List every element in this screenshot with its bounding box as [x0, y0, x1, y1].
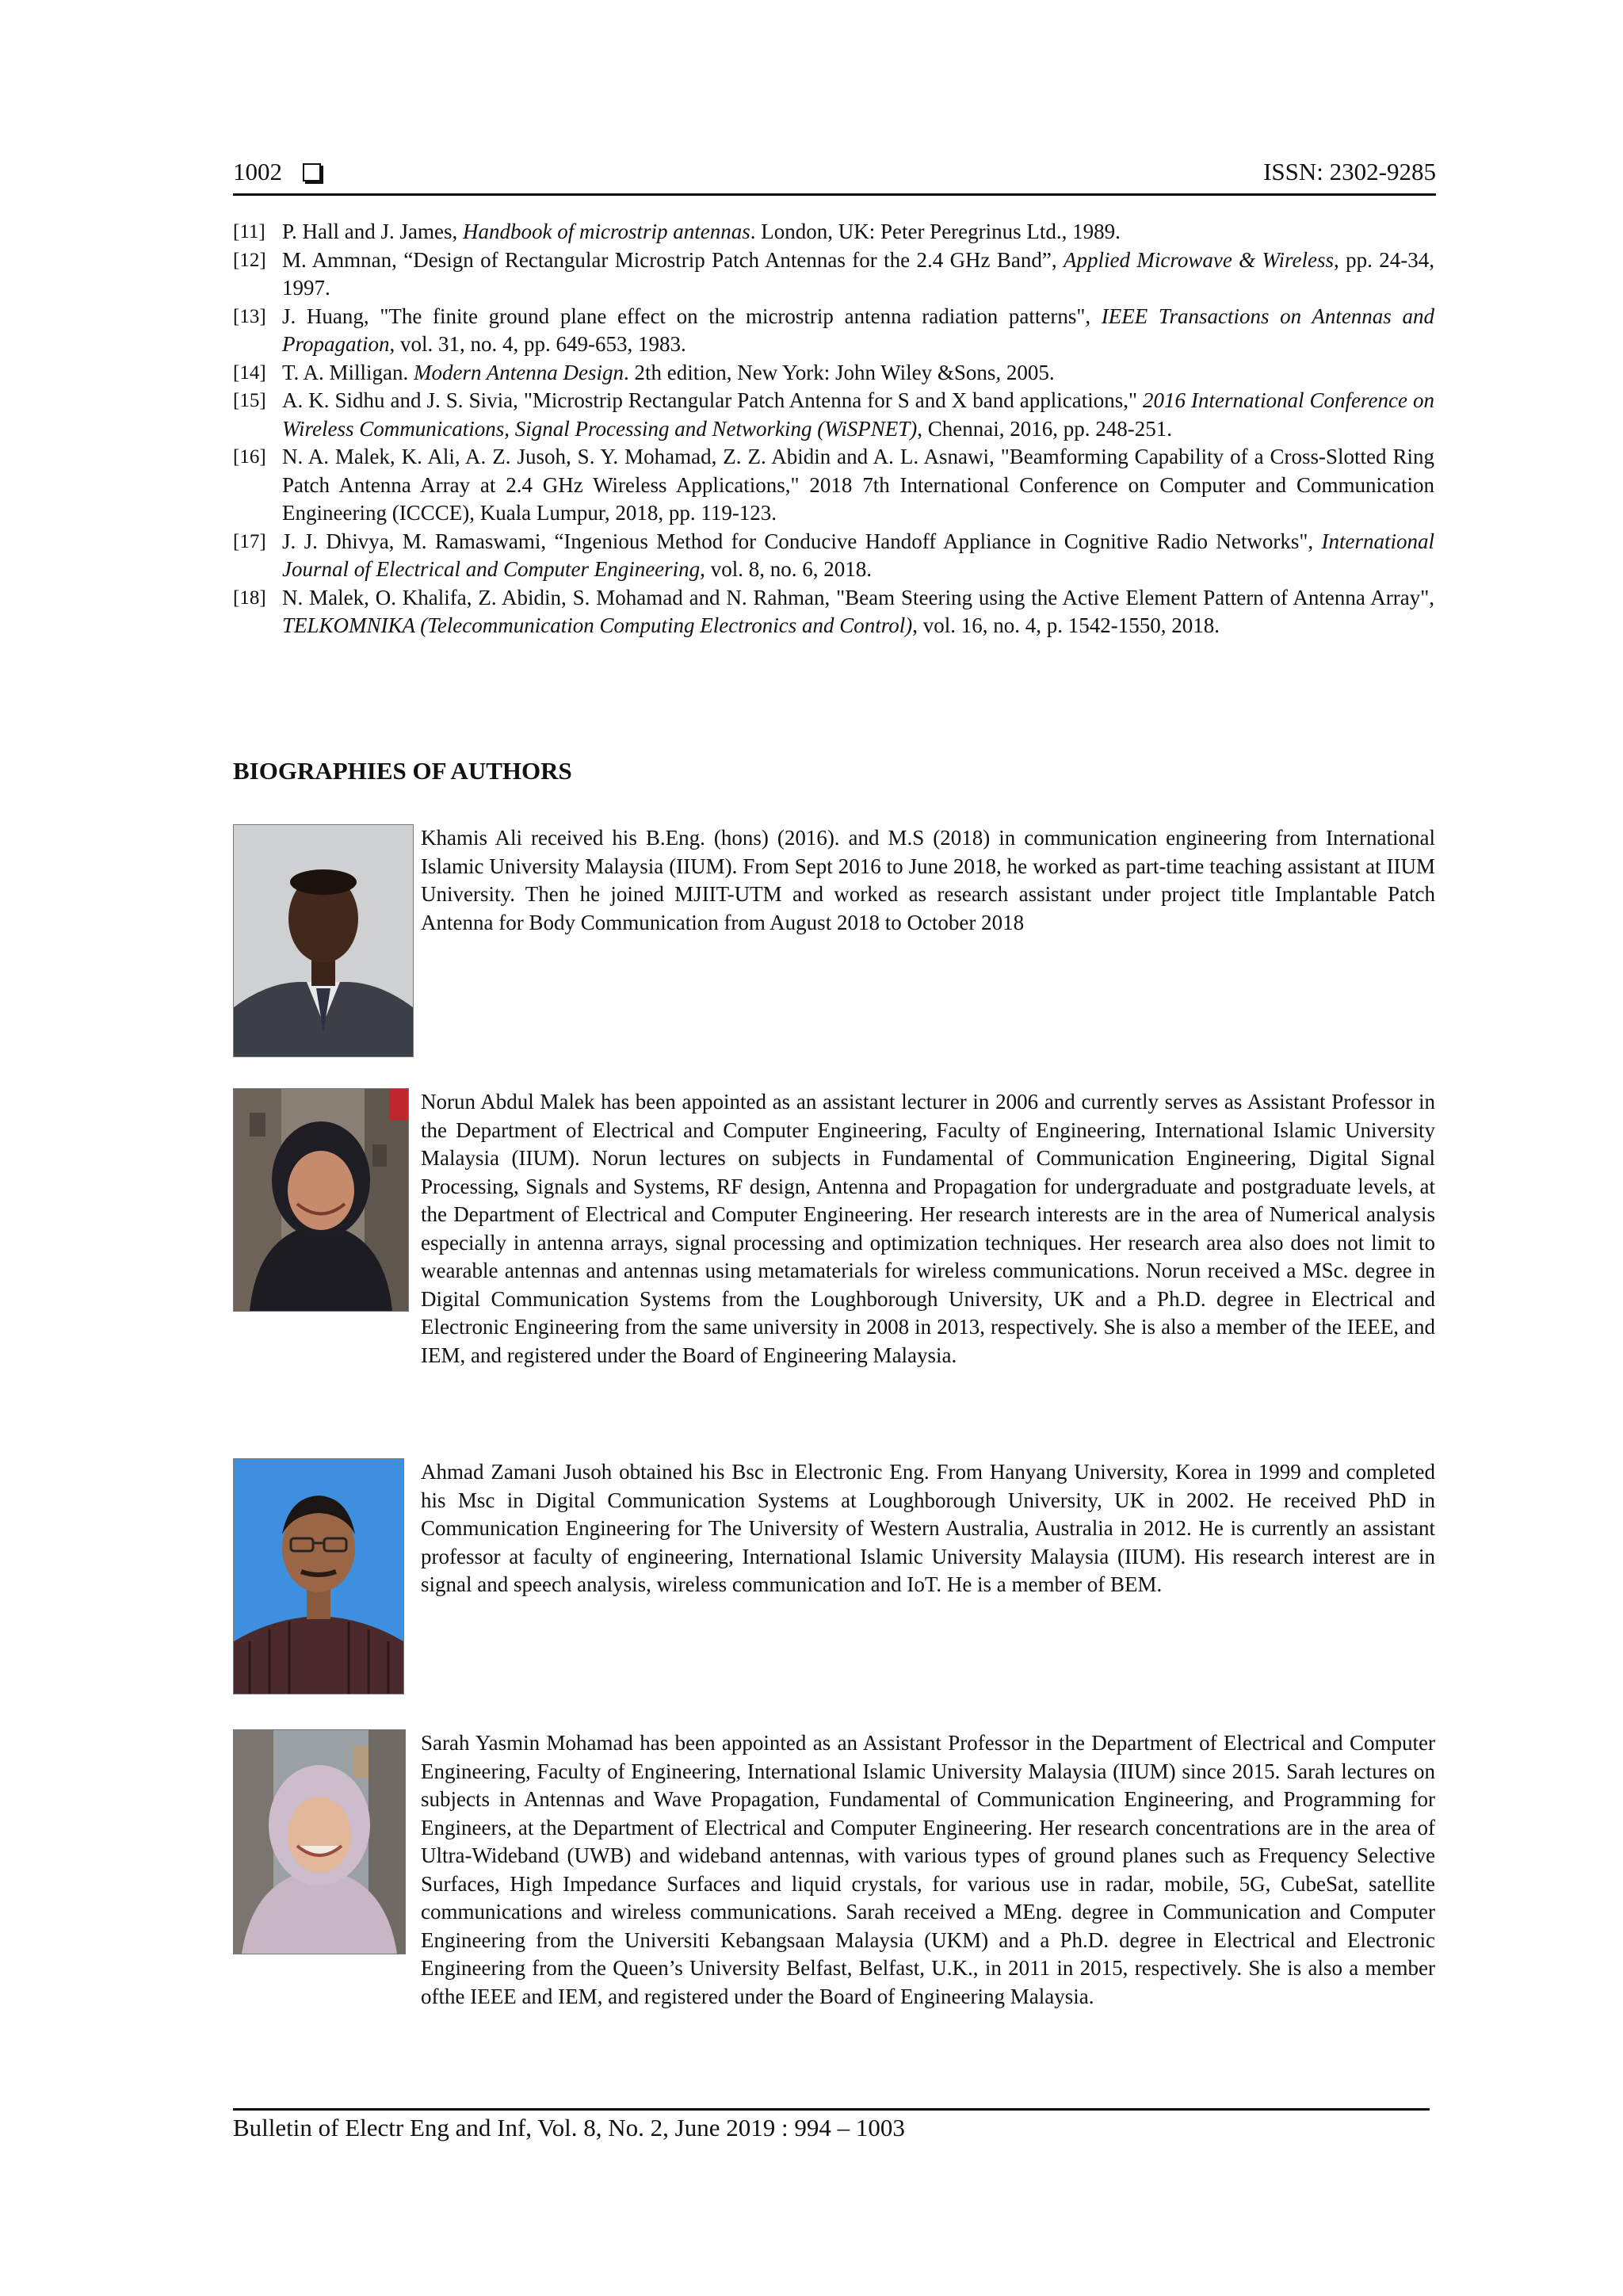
reference-run: , pp. 24-34, 1997.	[282, 247, 1434, 300]
reference-text	[282, 528, 1434, 584]
reference-number: [12]	[233, 249, 266, 271]
reference-run: J. J. Dhivya, M. Ramaswami, “Ingenious Method for Conducive Handoff Appliance in Cognitive Radio Networks",	[282, 529, 1322, 553]
author-photo-ahmad-zamani-jusoh	[233, 1458, 404, 1694]
reference-run: T. A. Milligan.	[282, 360, 414, 384]
reference-list	[233, 218, 1434, 640]
reference-text	[282, 387, 1434, 443]
reference-italic-run: Applied Microwave & Wireless	[1064, 247, 1335, 272]
reference-text	[282, 359, 1434, 388]
header-divider	[233, 193, 1436, 196]
reference-number: [15]	[233, 390, 266, 411]
author-bio-sarah-yasmin-mohamad: Sarah Yasmin Mohamad has been appointed as an Assistant Professor in the Department of Electrical and Computer Engineering, Faculty of Engineering, International Islamic University Malaysia (IIUM) since 2015. Sarah lectures on subjects in Antennas and Wave Propagation, Fundamental of Communication Engineering, and Programming for Engineers, at the Department of Electrical and Computer Engineering. Her research concentrations are in the area of Ultra-Wideband (UWB) and wideband antennas, with various types of ground planes such as Frequency Selective Surfaces, High Impedance Surfaces and liquid crystals, for various use in radar, mobile, 5G, CubeSat, satellite communications and wireless communications. Sarah received a MEng. degree in Communication and Computer Engineering from the Universiti Kebangsaan Malaysia (UKM) and a Ph.D. degree in Electrical and Electronic Engineering from the Queen’s University Belfast, Belfast, U.K., in 2011 in 2015, respectively. She is also a member ofthe IEEE and IEM, and registered under the Board of Engineering Malaysia.	[421, 1731, 1435, 2008]
reference-text	[282, 246, 1434, 303]
reference-run: 2005.	[1001, 360, 1055, 384]
reference-text	[282, 443, 1434, 528]
reference-text	[282, 303, 1434, 359]
reference-text	[282, 218, 1434, 246]
author-photo-sarah-yasmin-mohamad	[233, 1729, 406, 1954]
issn-label: ISSN: 2302-9285	[1263, 158, 1436, 185]
reference-italic-run: IEEE Transactions on Antennas and Propagation	[282, 304, 1434, 356]
reference-number: [18]	[233, 586, 266, 609]
reference-item	[233, 359, 1434, 388]
reference-number: [16]	[233, 446, 266, 468]
reference-number: [14]	[233, 361, 266, 384]
header-left	[233, 158, 321, 186]
reference-number: [17]	[233, 530, 266, 552]
reference-item	[233, 218, 1434, 246]
page-header	[233, 155, 1436, 189]
biographies-heading: BIOGRAPHIES OF AUTHORS	[233, 757, 572, 785]
reference-item	[233, 303, 1434, 359]
footer-divider	[233, 2108, 1430, 2111]
footer-citation: Bulletin of Electr Eng and Inf, Vol. 8, No. 2, June 2019 : 994 – 1003	[233, 2114, 905, 2141]
reference-text	[282, 584, 1434, 640]
reference-item	[233, 584, 1434, 640]
reference-run: N. Malek, O. Khalifa, Z. Abidin, S. Mohamad and N. Rahman, "Beam Steering using the Active Element Pattern of Antenna Array",	[282, 585, 1434, 609]
reference-item	[233, 246, 1434, 303]
checkbox-square-icon	[303, 163, 321, 181]
reference-italic-run: Handbook of microstrip antennas	[462, 220, 750, 243]
author-photo-khamis-ali	[233, 824, 414, 1057]
reference-run: . London, UK: Peter Peregrinus Ltd., 1989.	[750, 220, 1121, 243]
reference-italic-run: International Journal of Electrical and Computer Engineering,	[282, 529, 1434, 581]
reference-run: N. A. Malek, K. Ali, A. Z. Jusoh, S. Y. Mohamad, Z. Z. Abidin and A. L. Asnawi, "Beamforming Capability of a Cross-Slotted Ring Patch Antenna Array at 2.4 GHz Wireless Applications," 2018 7th International Conference on Computer and Communication Engineering (ICCCE), Kuala Lumpur, 2018, pp. 119-123.	[282, 445, 1434, 525]
reference-run: P. Hall and J. James,	[282, 220, 463, 243]
author-photo-norun-abdul-malek	[233, 1088, 409, 1312]
reference-item	[233, 387, 1434, 443]
reference-run: vol. 8, no. 6, 2018.	[705, 557, 872, 581]
page-number: 1002	[233, 158, 282, 185]
author-bio-khamis-ali: Khamis Ali received his B.Eng. (hons) (2016). and M.S (2018) in communication engineering from International Islamic University Malaysia (IIUM). From Sept 2016 to June 2018, he worked as part-time teaching assistant at IIUM University. Then he joined MJIIT-UTM and worked as research assistant under project title Implantable Patch Antenna for Body Communication from August 2018 to October 2018	[421, 826, 1435, 934]
reference-run: , vol. 16, no. 4, p. 1542-1550, 2018.	[912, 613, 1220, 637]
reference-item	[233, 528, 1434, 584]
reference-run: , Chennai, 2016, pp. 248-251.	[917, 416, 1172, 441]
reference-run: J. Huang, "The finite ground plane effect on the microstrip antenna radiation patterns",	[282, 304, 1102, 328]
author-bio-norun-abdul-malek: Norun Abdul Malek has been appointed as an assistant lecturer in 2006 and currently serves as Assistant Professor in the Department of Electrical and Computer Engineering, Faculty of Engineering, International Islamic University Malaysia (IIUM). Norun lectures on subjects in Fundamental of Communication Engineering, Digital Signal Processing, Signals and Systems, RF design, Antenna and Propagation for undergraduate and postgraduate levels, at the Department of Electrical and Computer Engineering. Her research interests are in the area of Numerical analysis especially in antenna arrays, signal processing and optimization techniques. Her research area also does not limit to wearable antennas and antennas using metamaterials for wireless communications. Norun received a MSc. degree in Digital Communication Systems from the Loughborough University, UK and a Ph.D. degree in Electrical and Electronic Engineering from the same university in 2008 in 2013, respectively. She is also a member of the IEEE, and IEM, and registered under the Board of Engineering Malaysia.	[421, 1090, 1435, 1367]
reference-run: . 2th edition, New York: John Wiley &Sons	[623, 360, 996, 384]
reference-italic-run: TELKOMNIKA (Telecommunication Computing Electronics and Control)	[282, 613, 913, 637]
reference-italic-run: Modern Antenna Design	[414, 360, 624, 384]
reference-run: , vol. 31, no. 4, pp. 649-653, 1983.	[389, 332, 686, 356]
reference-italic-run: 2016 International Conference on Wireless Communications, Signal Processing and Networking (WiSPNET)	[282, 388, 1434, 441]
reference-number: [11]	[233, 221, 265, 243]
reference-run: A. K. Sidhu and J. S. Sivia, "Microstrip Rectangular Patch Antenna for S and X band applications,"	[282, 388, 1144, 412]
author-bio-ahmad-zamani-jusoh: Ahmad Zamani Jusoh obtained his Bsc in Electronic Eng. From Hanyang University, Korea in 1999 and completed his Msc in Digital Communication Systems at Loughborough University, UK in 2002. He received PhD in Communication Engineering for The University of Western Australia, Australia in 2012. He is currently an assistant professor at faculty of engineering, International Islamic University Malaysia (IIUM). His research interest are in signal and speech analysis, wireless communication and IoT. He is a member of BEM.	[421, 1460, 1435, 1596]
reference-item	[233, 443, 1434, 528]
reference-run: M. Ammnan, “Design of Rectangular Microstrip Patch Antennas for the 2.4 GHz Band”,	[282, 247, 1064, 272]
reference-number: [13]	[233, 305, 266, 327]
reference-italic-run: ,	[995, 360, 1002, 384]
